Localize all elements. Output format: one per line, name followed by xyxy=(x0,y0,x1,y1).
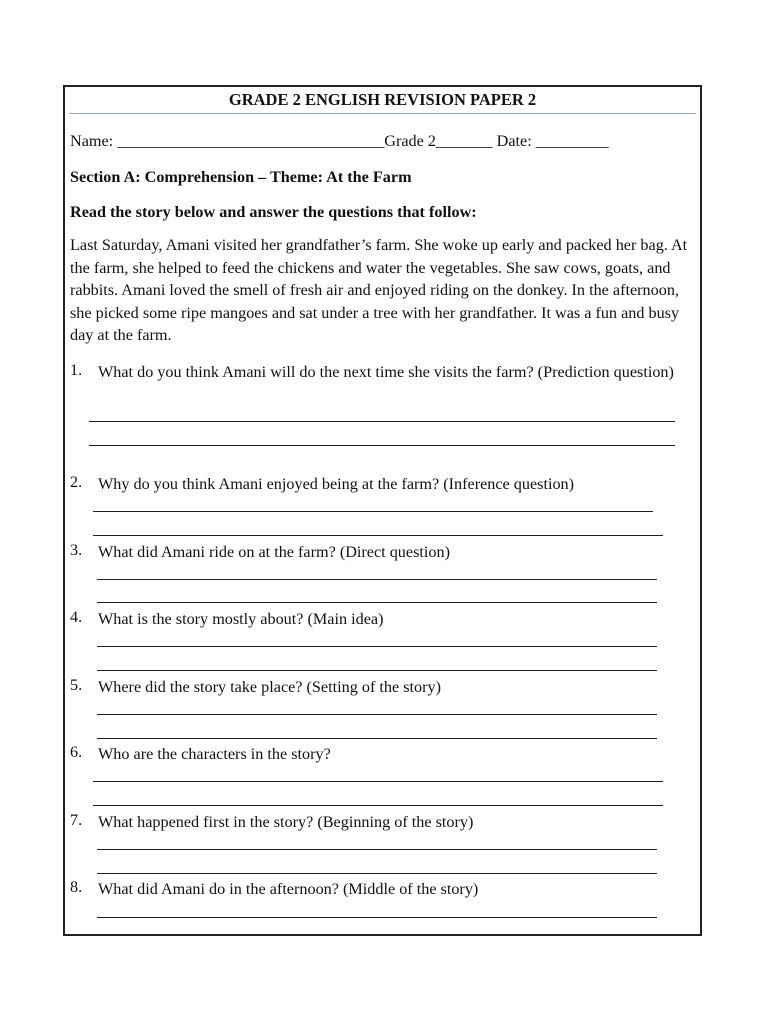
question-number: 3. xyxy=(70,541,83,559)
section-heading: Section A: Comprehension – Theme: At the Farm xyxy=(70,168,412,186)
question-number: 2. xyxy=(70,473,83,491)
question-text: What did Amani ride on at the farm? (Direct question) xyxy=(98,543,450,561)
page-border xyxy=(63,85,702,936)
question-number: 8. xyxy=(70,878,83,896)
question-text: Where did the story take place? (Setting of the story) xyxy=(98,678,441,696)
answer-line[interactable] xyxy=(93,535,663,536)
story-paragraph: Last Saturday, Amani visited her grandfather’s farm. She woke up early and packed her bag. At the farm, she helped to feed the chickens and water the vegetables. She saw cows, goats, and rabbits. Amani loved the smell of fresh air and enjoyed riding on the donkey. In the afternoon, she picked some ripe mangoes and sat under a tree with her grandfather. It was a fun and busy day at the farm. xyxy=(70,236,688,344)
question-number: 5. xyxy=(70,676,83,694)
answer-line[interactable] xyxy=(97,714,657,715)
question-number: 4. xyxy=(70,608,83,626)
question-text: Who are the characters in the story? xyxy=(98,745,331,763)
question-text: What happened first in the story? (Beginning of the story) xyxy=(98,813,474,831)
answer-line[interactable] xyxy=(97,646,657,647)
paper-title: GRADE 2 ENGLISH REVISION PAPER 2 xyxy=(228,90,537,109)
question-text: What do you think Amani will do the next time she visits the farm? (Prediction question) xyxy=(98,363,674,381)
answer-line[interactable] xyxy=(97,873,657,874)
answer-line[interactable] xyxy=(89,421,675,422)
answer-line[interactable] xyxy=(97,849,657,850)
answer-line[interactable] xyxy=(97,738,657,739)
answer-line[interactable] xyxy=(93,511,653,512)
title-underline xyxy=(69,113,696,114)
question-text: What is the story mostly about? (Main idea) xyxy=(98,610,384,628)
answer-line[interactable] xyxy=(97,602,657,603)
question-text: What did Amani do in the afternoon? (Middle of the story) xyxy=(98,880,479,898)
answer-line[interactable] xyxy=(97,670,657,671)
answer-line[interactable] xyxy=(93,805,663,806)
answer-line[interactable] xyxy=(89,445,675,446)
question-number: 6. xyxy=(70,743,83,761)
instruction-text: Read the story below and answer the questions that follow: xyxy=(70,203,477,221)
question-text: Why do you think Amani enjoyed being at the farm? (Inference question) xyxy=(98,475,575,493)
answer-line[interactable] xyxy=(97,579,657,580)
answer-line[interactable] xyxy=(93,781,663,782)
question-number: 7. xyxy=(70,811,83,829)
name-grade-date-line[interactable]: Name: _________________________________Grade 2_______ Date: _________ xyxy=(70,132,609,150)
question-number: 1. xyxy=(70,361,83,379)
answer-line[interactable] xyxy=(97,917,657,918)
